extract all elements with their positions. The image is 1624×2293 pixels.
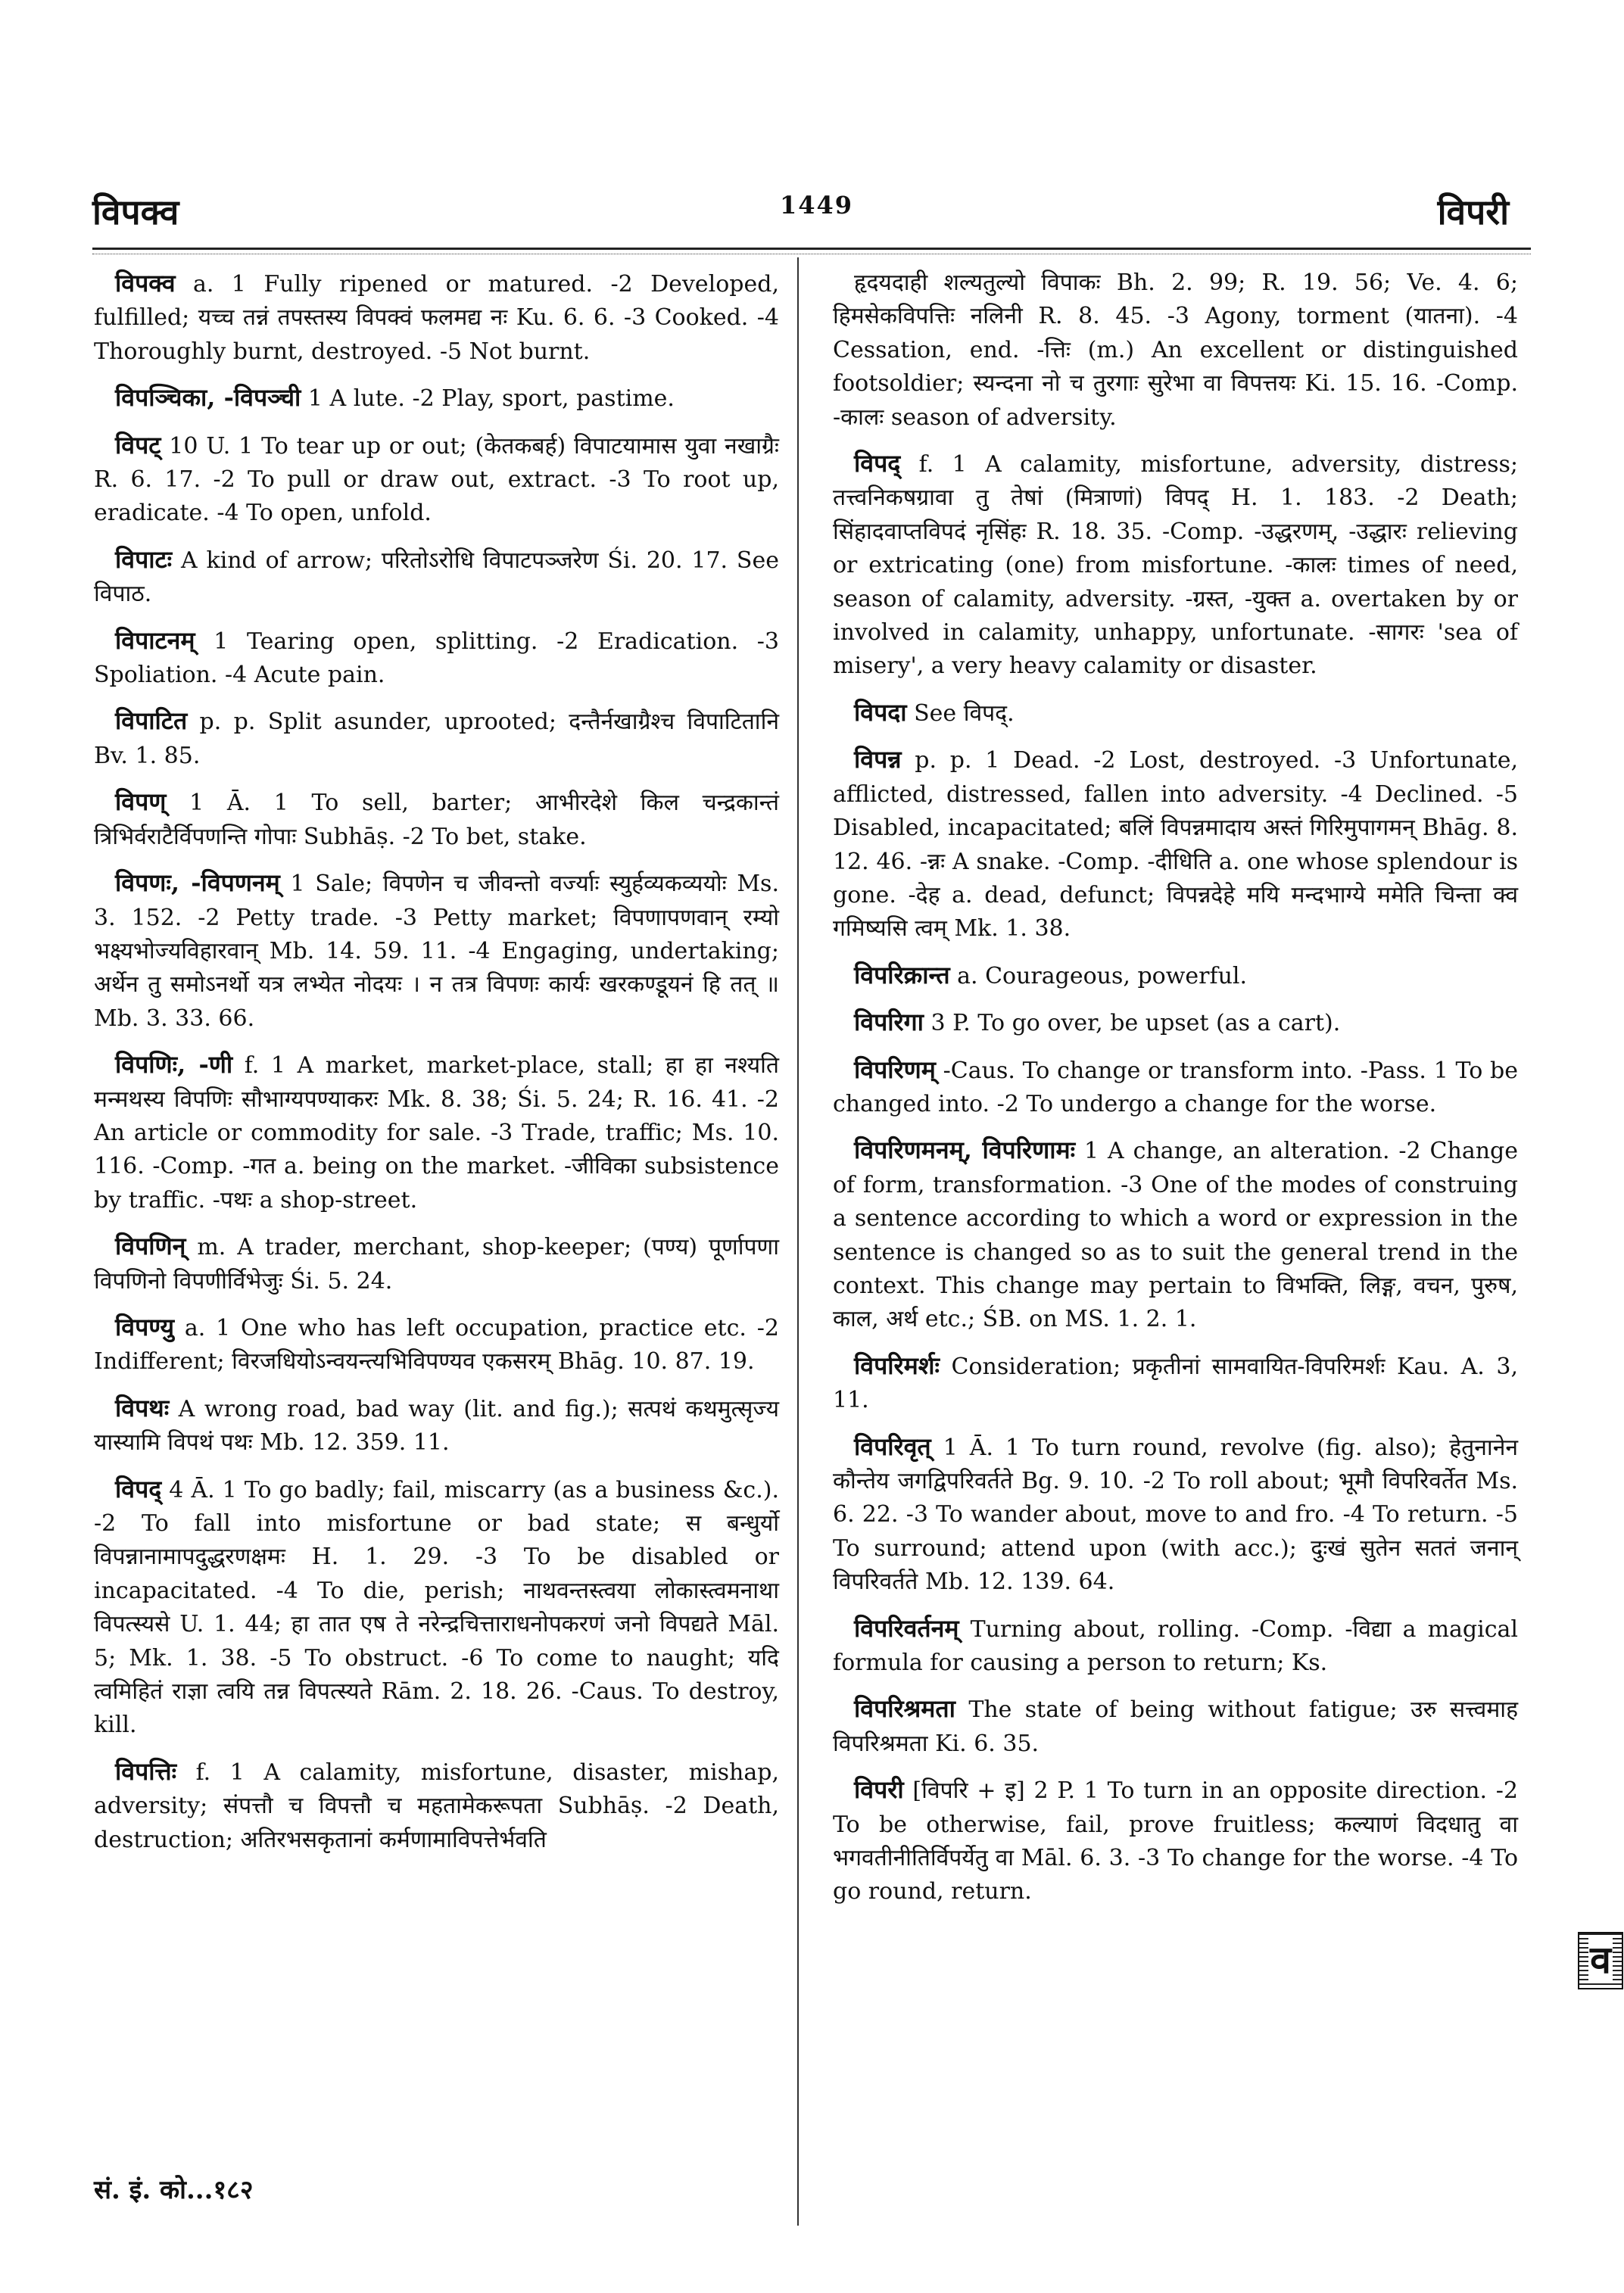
dictionary-entry	[833, 1612, 1518, 1681]
entry-definition: 1 A change, an alteration. -2 Change of form, transformation. -3 One of the modes of construing a sentence according to which a word or expression in the sentence is changed so as to suit the general trend in the context. This change may pertain to विभक्ति, लिङ्ग, वचन, पुरुष, काल, अर्थ etc.; ŚB. on MS. 1. 2. 1.	[833, 1138, 1518, 1333]
entry-headword: विपन्न	[854, 745, 902, 774]
dictionary-entry	[833, 1005, 1518, 1040]
dictionary-entry	[833, 696, 1518, 731]
entry-definition: -Caus. To change or transform into. -Pass. 1 To be changed into. -2 To undergo a change for the worse.	[833, 1057, 1518, 1117]
entry-headword: विपथः	[115, 1393, 170, 1422]
left-column	[94, 266, 779, 1869]
dictionary-entry	[94, 266, 779, 369]
entry-definition: 10 U. 1 To tear up or out; (केतकबर्ह) विपाटयामास युवा नखाग्रैः R. 6. 17. -2 To pull or draw out, extract. -3 To root up, eradicate. -4 To open, unfold.	[94, 432, 779, 527]
dictionary-entry	[94, 543, 779, 612]
entry-definition: m. A trader, merchant, shop-keeper; (पण्य) पूर्णापणा विपणिनो विपणीर्विभेजुः Śi. 5. 24.	[94, 1234, 779, 1294]
entry-definition: 3 P. To go over, be upset (as a cart).	[930, 1010, 1341, 1037]
entry-definition: 1 A lute. -2 Play, sport, pastime.	[307, 385, 675, 413]
entry-definition: f. 1 A calamity, misfortune, disaster, mishap, adversity; संपत्तौ च विपत्तौ च महतामेकरूपता Subhāṣ. -2 Death, destruction; अतिरभसकृतानां कर्मणामाविपत्तेर्भवति	[94, 1759, 779, 1853]
entry-headword: विपाटित	[115, 706, 188, 736]
entry-definition: Consideration; प्रकृतीनां सामवायित-विपरिमर्शः Kau. A. 3, 11.	[833, 1353, 1518, 1414]
dictionary-entry	[833, 958, 1518, 993]
entry-headword: विपरिवृत्	[854, 1432, 931, 1461]
dictionary-entry	[833, 1773, 1518, 1909]
dictionary-entry	[833, 266, 1518, 435]
dictionary-entry	[94, 381, 779, 416]
entry-definition: 1 Ā. 1 To turn round, revolve (fig. also); हेतुनानेन कौन्तेय जगद्विपरिवर्तते Bg. 9. 10. -2 To roll about; भूमौ विपरिवर्तेत Ms. 6. 22. -3 To wander about, move to and fro. -4 To return. -5 To surround; attend upon (with acc.); दुःखं सुतेन सततं जनान् विपरिवर्तते Mb. 12. 139. 64.	[833, 1434, 1518, 1596]
right-column	[833, 266, 1518, 1921]
dictionary-entry	[94, 1472, 779, 1743]
entry-definition: a. 1 One who has left occupation, practice etc. -2 Indifferent; विरजधियोऽन्वयन्त्यभिविपण्यव एकसरम् Bhāg. 10. 87. 19.	[94, 1314, 779, 1375]
dictionary-entry	[833, 1430, 1518, 1600]
dictionary-entry	[94, 785, 779, 854]
entry-headword: विपाटः	[115, 544, 173, 574]
entry-headword: विपद्	[854, 449, 901, 478]
page-number: 1449	[780, 191, 854, 220]
entry-headword: विपत्तिः	[115, 1756, 177, 1786]
dictionary-entry	[833, 1053, 1518, 1122]
entry-definition: a. Courageous, powerful.	[957, 962, 1248, 989]
dictionary-entry	[94, 1391, 779, 1460]
entry-headword: विपण्यु	[115, 1312, 175, 1341]
dictionary-entry	[833, 1133, 1518, 1336]
entry-definition: A wrong road, bad way (lit. and fig.); सत्पथं कथमुत्सृज्य यास्यामि विपथं पथः Mb. 12. 359. 11.	[94, 1395, 779, 1456]
entry-definition: Turning about, rolling. -Comp. -विद्या a magical formula for causing a person to return; Ks.	[833, 1615, 1518, 1677]
entry-headword: विपरिगा	[854, 1008, 924, 1037]
entry-headword: विपट्	[115, 430, 161, 460]
entry-definition: 1 Ā. 1 To sell, barter; आभीरदेशे किल चन्द्रकान्तं त्रिभिर्वराटैर्विपणन्ति गोपाः Subhāṣ. -2 To bet, stake.	[94, 790, 779, 850]
entry-headword: विपरी	[854, 1775, 904, 1805]
dictionary-entry	[833, 1692, 1518, 1761]
entry-definition: p. p. 1 Dead. -2 Lost, destroyed. -3 Unfortunate, afflicted, distressed, fallen into adversity. -4 Declined. -5 Disabled, incapacitated; बलिं विपन्नमादाय अस्तं गिरिमुपागमन् Bhāg. 8. 12. 46. -न्नः A snake. -Comp. -दीधिति a. one whose splendour is gone. -देह a. dead, defunct; विपन्नदेहे मयि मन्दभाग्ये ममेति चिन्ता क्व गमिष्यसि त्वम् Mk. 1. 38.	[833, 747, 1518, 942]
entry-headword: विपरिक्रान्त	[854, 960, 950, 989]
entry-headword: विपरिमर्शः	[854, 1351, 940, 1380]
entry-definition: A kind of arrow; परितोऽरोधि विपाटपञ्जरेण Śi. 20. 17. See विपाठ.	[94, 547, 779, 608]
entry-headword: विपरिवर्तनम्	[854, 1613, 959, 1643]
entry-definition: p. p. Split asunder, uprooted; दन्तैर्नखाग्रैश्च विपाटितानि Bv. 1. 85.	[94, 709, 779, 769]
entry-definition: f. 1 A calamity, misfortune, adversity, distress; तत्त्वनिकषग्रावा तु तेषां (मित्राणां) विपद् H. 1. 183. -2 Death; सिंहादवाप्तविपदं नृसिंहः R. 18. 35. -Comp. -उद्धरणम्, -उद्धारः relieving or extricating (one) from misfortune. -कालः times of need, season of calamity, adversity. -ग्रस्त, -युक्त a. overtaken by or involved in calamity, unhappy, unfortunate. -सागरः 'sea of misery', a very heavy calamity or disaster.	[833, 451, 1518, 680]
entry-definition: [विपरि + इ] 2 P. 1 To turn in an opposite direction. -2 To be otherwise, fail, prove fruitless; कल्याणं विदधातु वा भगवतीनीतिर्विपर्येतु वा Māl. 6. 3. -3 To change for the worse. -4 To go round, return.	[833, 1777, 1518, 1905]
entry-definition: 1 Sale; विपणेन च जीवन्तो वर्ज्याः स्युर्हव्यकव्ययोः Ms. 3. 152. -2 Petty trade. -3 Petty market; विपणापणवान् रम्यो भक्ष्यभोज्यविहारवान् Mb. 14. 59. 11. -4 Engaging, undertaking; अर्थेन तु समोऽनर्थो यत्र लभ्येत नोदयः । न तत्र विपणः कार्यः खरकण्डूयनं हि तत् ॥ Mb. 3. 33. 66.	[94, 871, 779, 1032]
entry-headword: विपञ्चिका, -विपञ्ची	[115, 383, 301, 413]
dictionary-entry	[94, 428, 779, 531]
entry-headword: विपरिणम्	[854, 1055, 936, 1084]
footer-signature: सं. इं. को...१८२	[94, 2175, 254, 2205]
dictionary-entry	[833, 1349, 1518, 1418]
entry-definition: See विपद्.	[914, 699, 1015, 727]
entry-headword: विपण्	[115, 787, 167, 817]
thumb-index-tab[interactable]	[1578, 1932, 1623, 1989]
entry-definition: 1 Tearing open, splitting. -2 Eradication. -3 Spoliation. -4 Acute pain.	[94, 628, 779, 689]
header-rule	[92, 248, 1531, 250]
entry-headword: विपणिः, -णी	[115, 1050, 233, 1080]
dictionary-entry	[94, 866, 779, 1036]
entry-definition: The state of being without fatigue; उरु सत्त्वमाह विपरिश्रमता Ki. 6. 35.	[833, 1696, 1519, 1757]
dictionary-entry	[94, 704, 779, 773]
entry-headword: विपणः, -विपणनम्	[115, 868, 280, 898]
dictionary-entry	[94, 1310, 779, 1379]
entry-headword: विपद्	[115, 1474, 162, 1503]
entry-headword: विपणिन्	[115, 1232, 186, 1261]
dictionary-entry	[94, 624, 779, 693]
entry-headword: विपरिश्रमता	[854, 1694, 955, 1724]
thumb-index-letter: व	[1590, 1937, 1611, 1982]
header-left-guide-word: विपक्व	[92, 192, 179, 232]
entry-headword: विपरिणमनम्, विपरिणामः	[854, 1136, 1076, 1165]
entry-definition: f. 1 A market, market-place, stall; हा हा नश्यति मन्मथस्य विपणिः सौभाग्यपण्याकरः Mk. 8. 38; Śi. 5. 24; R. 16. 41. -2 An article or commodity for sale. -3 Trade, traffic; Ms. 10. 116. -Comp. -गत a. being on the market. -जीविका subsistence by traffic. -पथः a shop-street.	[94, 1052, 779, 1213]
header-right-guide-word: विपरी	[1437, 192, 1509, 232]
dictionary-entry	[833, 447, 1518, 684]
column-divider	[797, 257, 799, 2226]
dictionary-entry	[94, 1048, 779, 1217]
entry-headword: विपदा	[854, 697, 907, 727]
dictionary-entry	[94, 1755, 779, 1857]
dictionary-entry	[833, 743, 1518, 946]
entry-definition: 4 Ā. 1 To go badly; fail, miscarry (as a business &c.). -2 To fall into misfortune or bad state; स बन्धुर्यो विपन्नानामापदुद्धरणक्षमः H. 1. 29. -3 To be disabled or incapacitated. -4 To die, perish; नाथवन्तस्त्वया लोकास्त्वमनाथा विपत्स्यसे U. 1. 44; हा तात एष ते नरेन्द्रचित्ताराधनोपकरणं जनो विपद्यते Māl. 5; Mk. 1. 38. -5 To obstruct. -6 To come to naught; यदि त्वमिहितं राज्ञा त्वयि तन्न विपत्स्यते Rām. 2. 18. 26. -Caus. To destroy, kill.	[94, 1476, 779, 1739]
entry-headword: विपक्व	[115, 269, 176, 298]
entry-definition: a. 1 Fully ripened or matured. -2 Developed, fulfilled; यच्च तन्नं तपस्तस्य विपक्वं फलमद्य नः Ku. 6. 6. -3 Cooked. -4 Thoroughly burnt, destroyed. -5 Not burnt.	[94, 271, 779, 365]
entry-definition: हृदयदाही शल्यतुल्यो विपाकः Bh. 2. 99; R. 19. 56; Ve. 4. 6; हिमसेकविपत्तिः नलिनी R. 8. 45. -3 Agony, torment (यातना). -4 Cessation, end. -त्तिः (m.) An excellent or distinguished footsoldier; स्यन्दना नो च तुरगाः सुरेभा वा विपत्तयः Ki. 15. 16. -Comp. -कालः season of adversity.	[833, 269, 1518, 431]
dictionary-entry	[94, 1229, 779, 1298]
entry-headword: विपाटनम्	[115, 625, 195, 655]
